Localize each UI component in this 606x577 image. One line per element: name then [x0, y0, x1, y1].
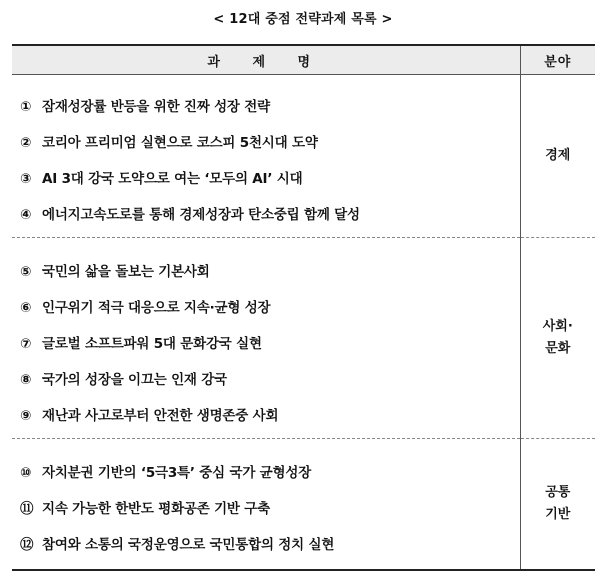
task-item	[20, 455, 520, 491]
group-common-foundation	[12, 439, 595, 571]
task-number: ⑥	[20, 300, 32, 316]
group-society-culture	[12, 238, 595, 439]
task-number: ⑩	[20, 465, 32, 481]
page-title: < 12대 중점 전략과제 목록 >	[213, 12, 393, 27]
task-text: AI 3대 강국 도약으로 여는 ‘모두의 AI’ 시대	[42, 171, 303, 187]
task-text: 지속 가능한 한반도 평화공존 기반 구축	[42, 501, 270, 517]
task-item	[20, 527, 520, 563]
category-label: 기반	[545, 507, 571, 522]
category-label: 경제	[545, 148, 571, 163]
group-items	[12, 439, 520, 571]
task-number: ⑫	[20, 537, 34, 553]
table-header-row	[12, 45, 595, 75]
category-cell	[520, 75, 595, 238]
category-label: 문화	[545, 341, 571, 356]
task-number: ①	[20, 99, 32, 115]
task-text: 재난과 사고로부터 안전한 생명존중 사회	[42, 408, 279, 424]
task-text: 자치분권 기반의 ‘5극3특’ 중심 국가 균형성장	[42, 465, 312, 481]
task-item	[20, 326, 520, 362]
task-number: ⑤	[20, 264, 32, 280]
task-item	[20, 254, 520, 290]
task-item	[20, 89, 520, 125]
group-economy	[12, 75, 595, 238]
category-label: 공통	[545, 485, 571, 500]
group-items	[12, 238, 520, 439]
task-number: ⑦	[20, 336, 32, 352]
task-text: 글로벌 소프트파워 5대 문화강국 실현	[42, 336, 262, 352]
task-text: 에너지고속도로를 통해 경제성장과 탄소중립 함께 달성	[42, 207, 360, 223]
task-item	[20, 362, 520, 398]
task-number: ⑨	[20, 408, 32, 424]
task-text: 국가의 성장을 이끄는 인재 강국	[42, 372, 227, 388]
header-category: 분야	[520, 45, 595, 75]
group-items	[12, 75, 520, 238]
task-number: ⑧	[20, 372, 32, 388]
task-item	[20, 161, 520, 197]
task-item	[20, 125, 520, 161]
task-text: 인구위기 적극 대응으로 지속·균형 성장	[42, 300, 271, 316]
task-text: 국민의 삶을 돌보는 기본사회	[42, 264, 210, 280]
task-number: ④	[20, 207, 32, 223]
task-number: ⑪	[20, 501, 34, 517]
task-number: ②	[20, 135, 32, 151]
task-number: ③	[20, 171, 32, 187]
task-text: 코리아 프리미엄 실현으로 코스피 5천시대 도약	[42, 135, 318, 151]
category-label: 사회·	[542, 319, 573, 334]
header-task-name: 과 제 명	[12, 45, 520, 75]
task-item	[20, 290, 520, 326]
category-cell	[520, 238, 595, 439]
task-item	[20, 197, 520, 233]
task-item	[20, 491, 520, 527]
task-table	[12, 44, 595, 571]
category-cell	[520, 439, 595, 571]
task-item	[20, 398, 520, 434]
task-text: 참여와 소통의 국정운영으로 국민통합의 정치 실현	[42, 537, 335, 553]
task-text: 잠재성장률 반등을 위한 진짜 성장 전략	[42, 99, 270, 115]
